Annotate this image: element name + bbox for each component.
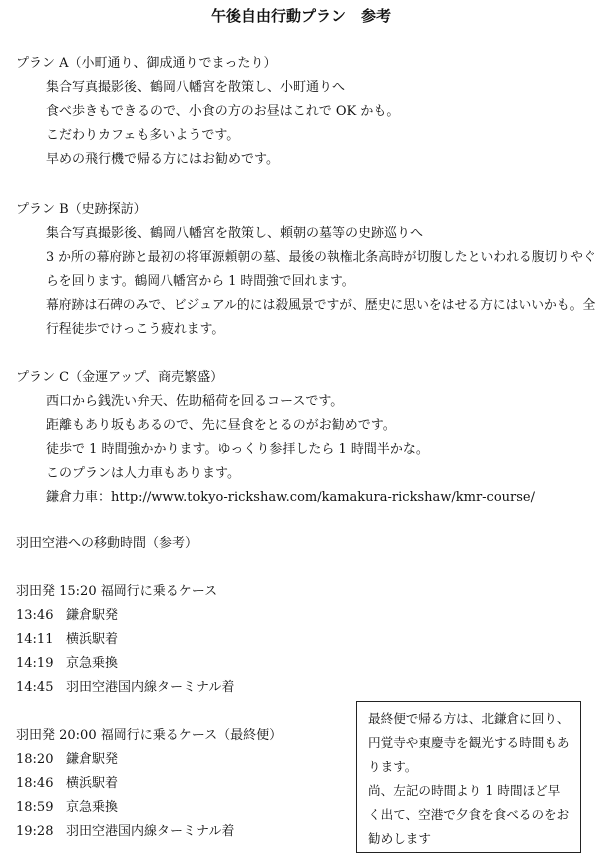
timeline-row	[16, 820, 356, 844]
time: 18:46	[16, 776, 54, 791]
transfer-heading: 羽田空港への移動時間（参考）	[16, 536, 199, 551]
plan-a-line: こだわりカフェも多いようです。	[46, 128, 240, 143]
plan-b-paragraph: 3 か所の幕府跡と最初の将軍源頼朝の墓、最後の執権北条高時が切腹したといわれる腹切りやぐらを回ります。鶴岡八幡宮から 1 時間強で回れます。	[46, 250, 596, 289]
timeline-row	[16, 676, 356, 700]
timeline-row	[16, 604, 356, 628]
timeline-row	[16, 628, 356, 652]
note-paragraph: 尚、左記の時間より 1 時間ほど早く出て、空港で夕食を食べるのをお勧めします	[368, 783, 570, 846]
event: 鎌倉駅発	[66, 752, 119, 767]
plan-a	[16, 52, 596, 172]
event: 横浜駅着	[66, 776, 119, 791]
time: 14:45	[16, 680, 54, 695]
plan-a-heading: プラン A（小町通り、御成通りでまったり）	[16, 56, 277, 71]
page-title: 午後自由行動プラン 参考	[210, 7, 391, 25]
plan-b-paragraph: 幕府跡は石碑のみで、ビジュアル的には殺風景ですが、歴史に思いをはせる方にはいいかも。全行程徒歩でけっこう疲れます。	[46, 298, 596, 337]
time: 18:20	[16, 752, 54, 767]
case-heading: 羽田発 15:20 福岡行に乗るケース	[16, 584, 218, 599]
plan-b-heading: プラン B（史跡探訪）	[16, 202, 147, 217]
plan-b	[16, 198, 596, 342]
event: 鎌倉駅発	[66, 608, 119, 623]
plan-c-line: このプランは人力車もあります。	[46, 466, 240, 481]
plan-a-line: 集合写真撮影後、鶴岡八幡宮を散策し、小町通りへ	[46, 80, 346, 95]
plan-b-line: 集合写真撮影後、鶴岡八幡宮を散策し、頼朝の墓等の史跡巡りへ	[46, 226, 424, 241]
case-1520	[16, 580, 356, 700]
time: 13:46	[16, 608, 54, 623]
event: 京急乗換	[66, 800, 119, 815]
note-box	[356, 701, 581, 853]
note-paragraph: 最終便で帰る方は、北鎌倉に回り、円覚寺や東慶寺を観光する時間もあります。	[368, 711, 570, 774]
plan-a-line: 早めの飛行機で帰る方にはお勧めです。	[46, 152, 279, 167]
timeline-row	[16, 652, 356, 676]
case-heading: 羽田発 20:00 福岡行に乗るケース（最終便）	[16, 728, 283, 743]
plan-c-line: 距離もあり坂もあるので、先に昼食をとるのがお勧めです。	[46, 418, 396, 433]
case-2000	[16, 724, 356, 844]
event: 横浜駅着	[66, 632, 119, 647]
plan-a-line: 食べ歩きもできるので、小食の方のお昼はこれで OK かも。	[46, 104, 400, 119]
plan-c-heading: プラン C（金運アップ、商売繁盛）	[16, 370, 224, 385]
plan-c-line: 西口から銭洗い弁天、佐助稲荷を回るコースです。	[46, 394, 344, 409]
event: 京急乗換	[66, 656, 119, 671]
rickshaw-url[interactable]: 鎌倉力車：http://www.tokyo-rickshaw.com/kamakura-rickshaw/kmr-course/	[46, 490, 535, 505]
time: 18:59	[16, 800, 54, 815]
timeline-row	[16, 796, 356, 820]
time: 14:11	[16, 632, 54, 647]
time: 14:19	[16, 656, 54, 671]
plan-c-line: 徒歩で 1 時間強かかります。ゆっくり参拝したら 1 時間半かな。	[46, 442, 429, 457]
timeline-row	[16, 772, 356, 796]
event: 羽田空港国内線ターミナル着	[66, 824, 235, 839]
timeline-row	[16, 748, 356, 772]
event: 羽田空港国内線ターミナル着	[66, 680, 235, 695]
time: 19:28	[16, 824, 54, 839]
plan-c	[16, 366, 596, 510]
